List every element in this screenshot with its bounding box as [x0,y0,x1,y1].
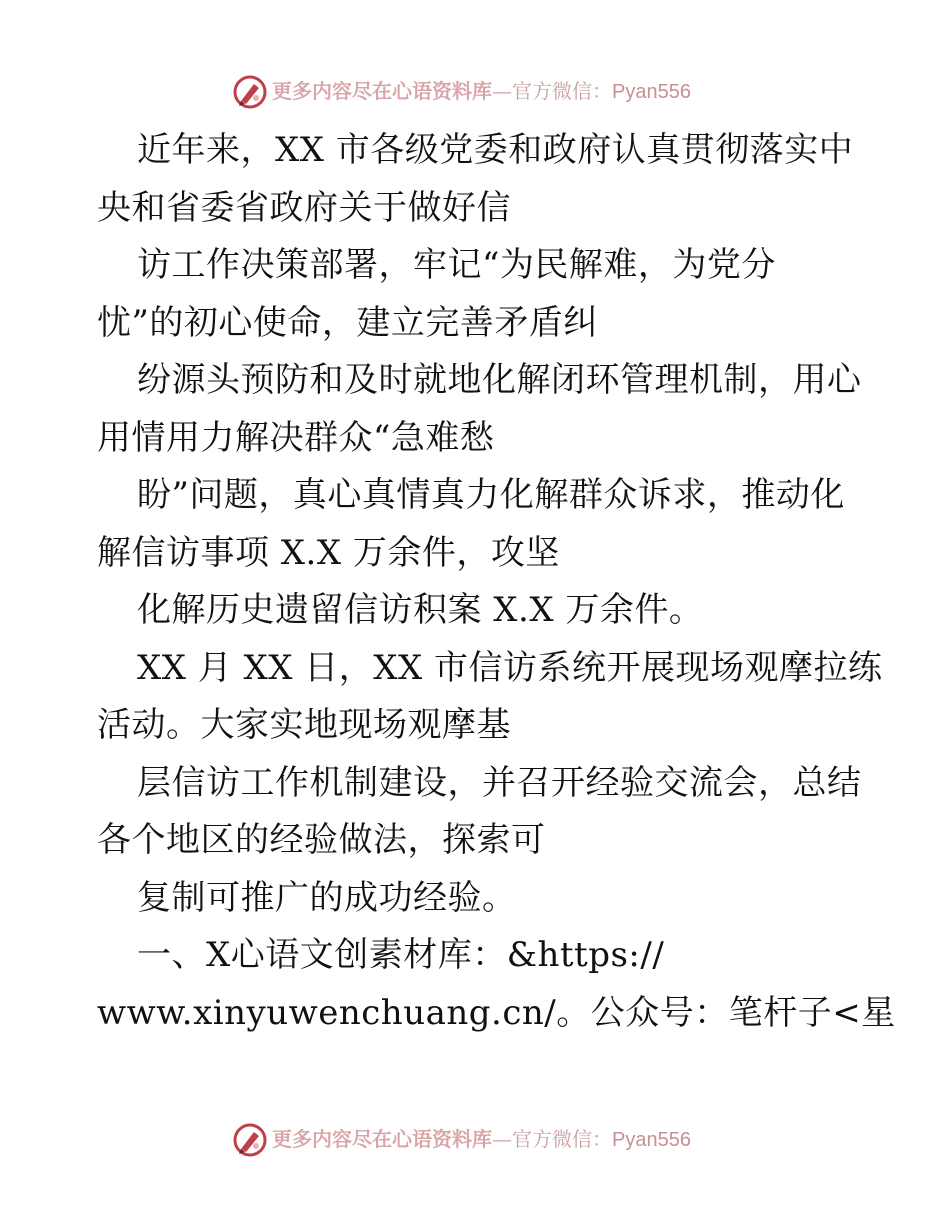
banner-text [272,78,691,105]
paragraph-line: 复制可推广的成功经验。 [137,877,517,918]
paragraph-line: 各个地区的经验做法，探索可 [97,820,546,860]
paragraph-line: 解信访事项 X.X 万余件，攻坚 [97,532,560,573]
pen-circle-icon [232,1122,268,1158]
document-body [97,122,896,1042]
paragraph-line: 活动。大家实地现场观摩基 [97,705,511,745]
paragraph-line: 化解历史遗留信访积案 X.X 万余件。 [137,590,704,630]
paragraph-line: 央和省委省政府关于做好信 [97,187,511,228]
footer-separator-text: —官方微信： [492,1127,612,1151]
header-banner [0,72,950,112]
footer-banner-text [272,1126,691,1153]
footer-banner [0,1120,950,1160]
banner-separator-text: —官方微信： [492,79,612,103]
paragraph-line: 访工作决策部署，牢记“为民解难，为党分 [137,245,776,285]
paragraph-line: 纷源头预防和及时就地化解闭环管理机制，用心 [137,360,862,400]
banner-main-text: 更多内容尽在心语资料库 [272,79,492,103]
url-line: www.xinyuwenchuang.cn/。公众号：笔杆子<星 [97,992,896,1033]
paragraph-line: 近年来，XX 市各级党委和政府认真贯彻落实中 [137,130,854,170]
paragraph-line: 忧”的初心使命，建立完善矛盾纠 [97,302,598,343]
footer-wechat-id: Pyan556 [612,1129,691,1151]
paragraph-line: 层信访工作机制建设，并召开经验交流会，总结 [137,762,862,803]
paragraph-line: 用情用力解决群众“急难愁 [97,417,495,458]
footer-main-text: 更多内容尽在心语资料库 [272,1127,492,1151]
pen-circle-icon [232,74,268,110]
paragraph-line: XX 月 XX 日，XX 市信访系统开展现场观摩拉练 [137,647,883,688]
paragraph-line: 一、X心语文创素材库：&https:// [137,935,665,975]
banner-wechat-id: Pyan556 [612,81,691,103]
paragraph-line: 盼”问题，真心真情真力化解群众诉求，推动化 [137,475,845,515]
